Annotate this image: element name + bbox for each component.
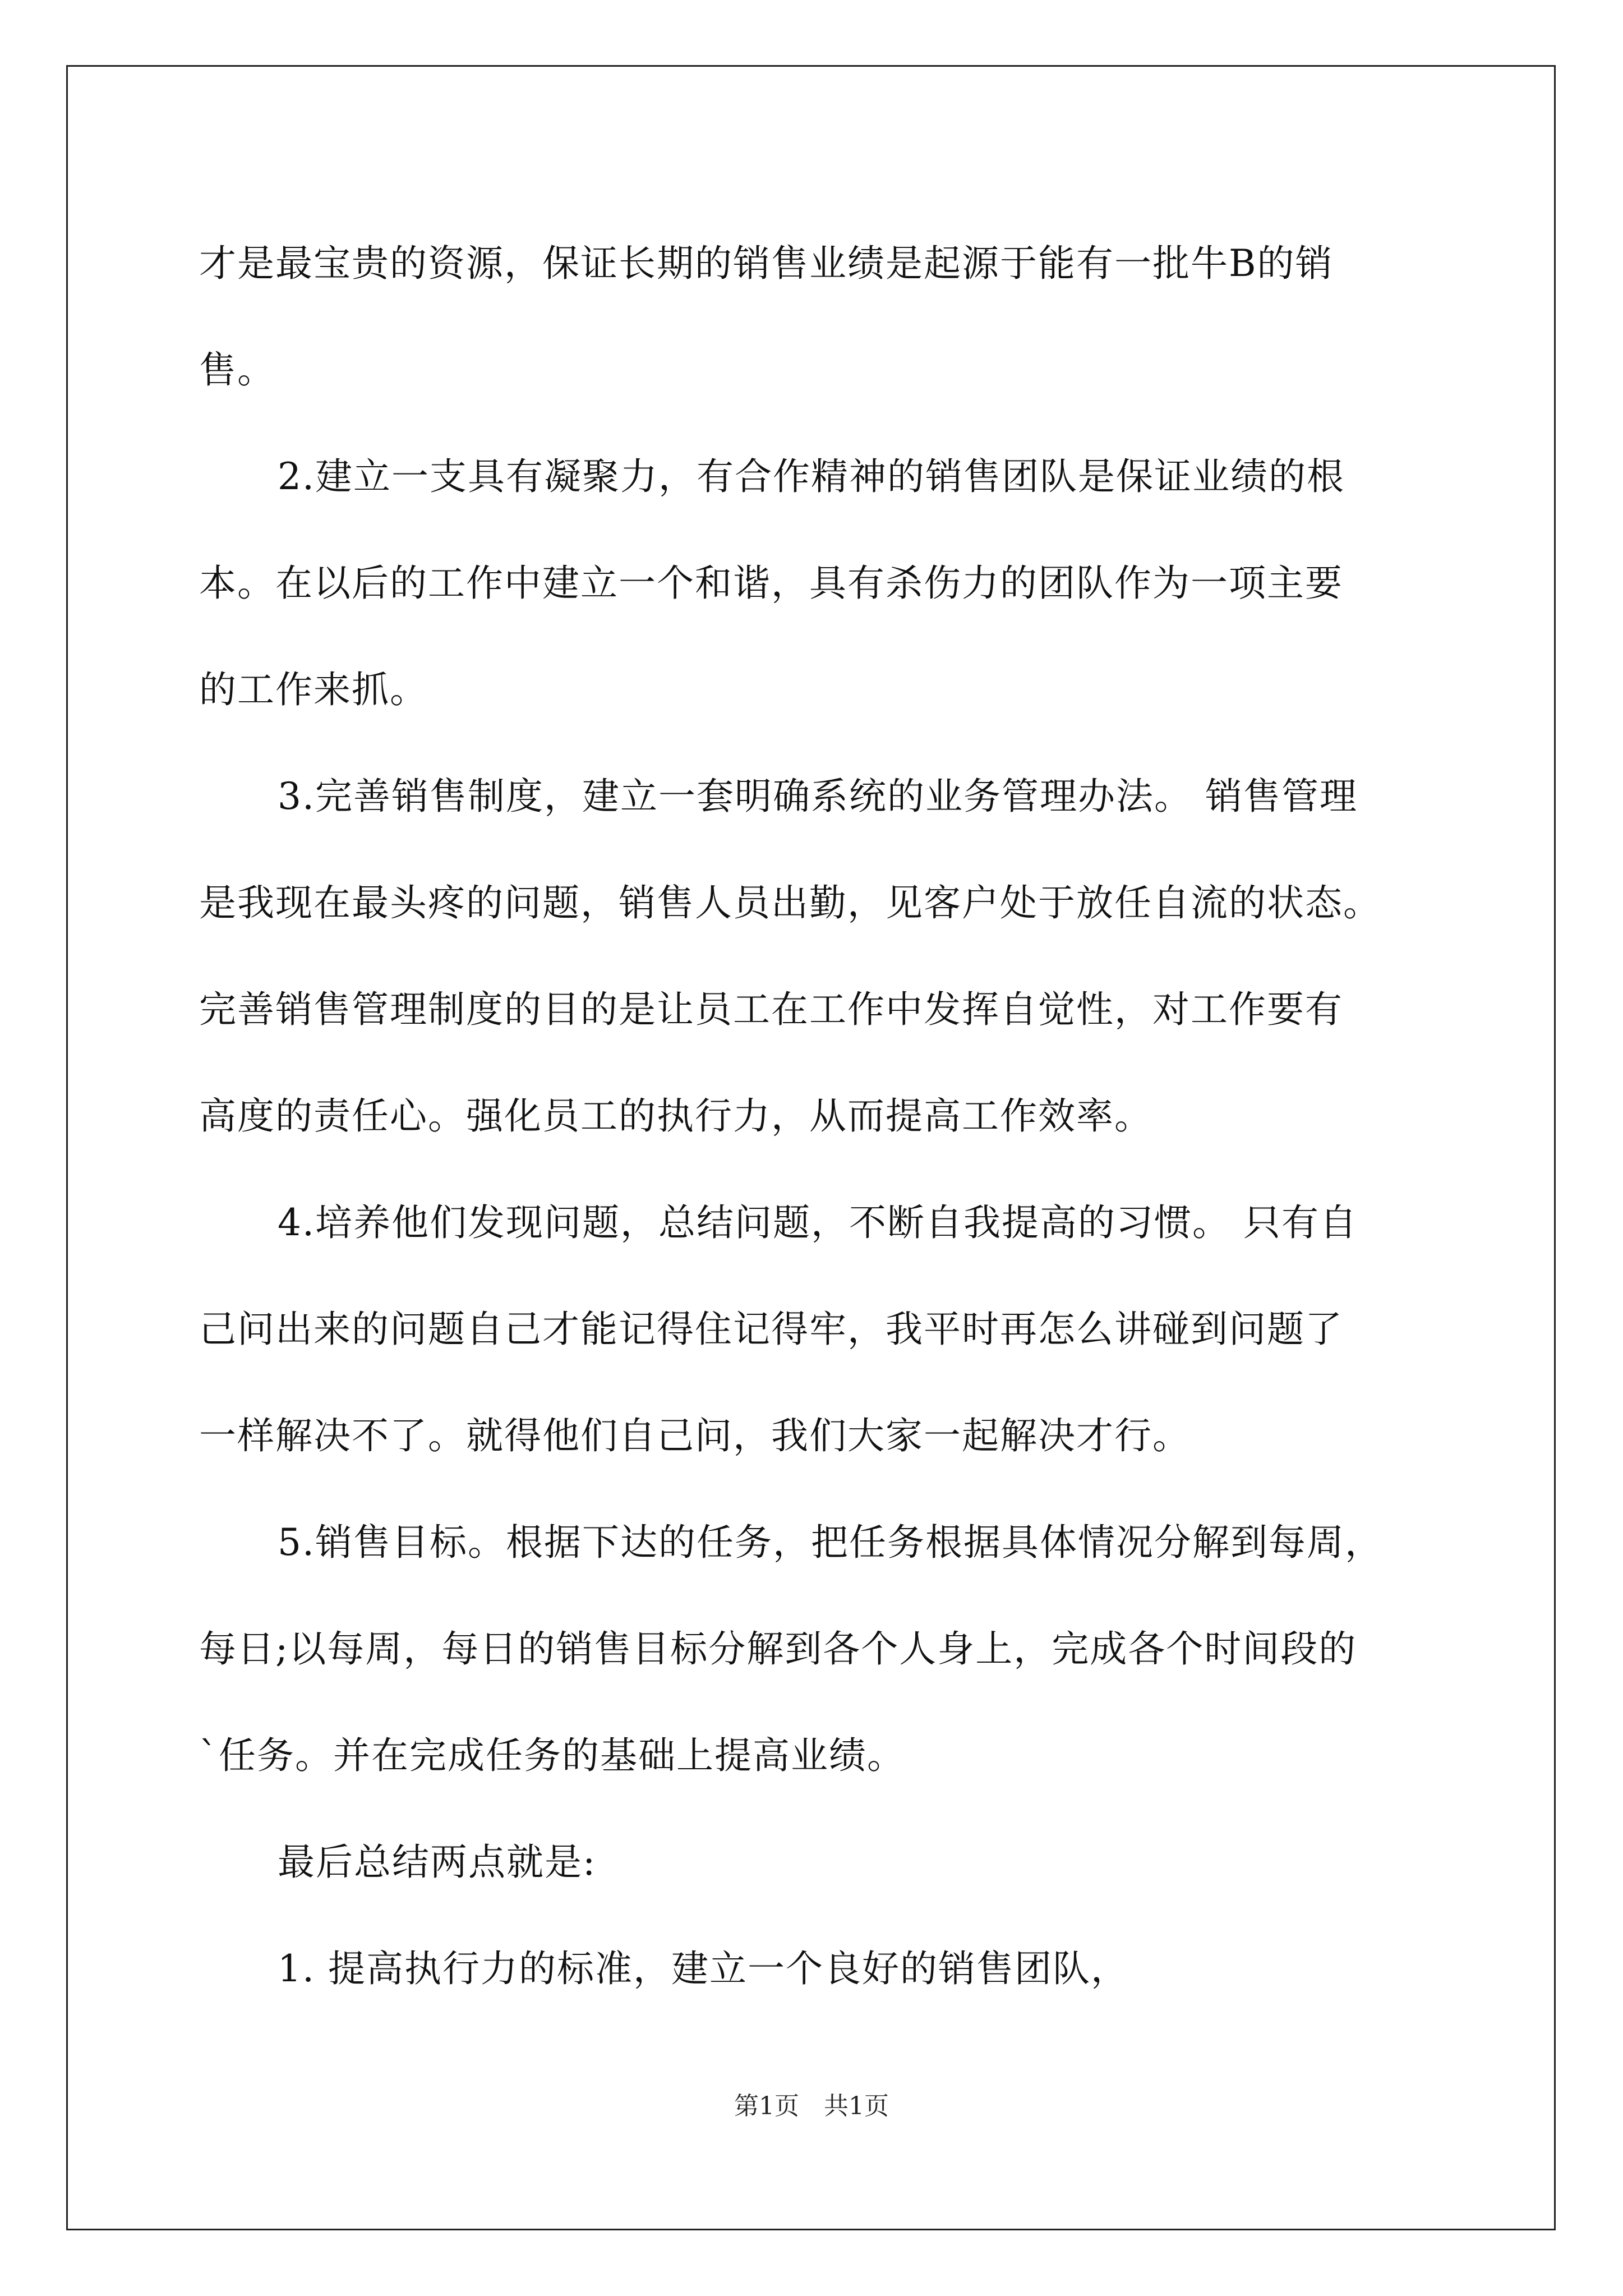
summary-heading: 最后总结两点就是: <box>278 1841 597 1884</box>
paragraph-start: 4.培养他们发现问题，总结问题，不断自我提高的习惯。 只有自 <box>278 1201 1358 1244</box>
text-line: 本。在以后的工作中建立一个和谐，具有杀伤力的团队作为一项主要 <box>199 562 1343 605</box>
paragraph-start: 5.销售目标。根据下达的任务，把任务根据具体情况分解到每周， <box>278 1521 1383 1564</box>
text-line: 每日;以每周，每日的销售目标分解到各个人身上，完成各个时间段的 <box>199 1627 1357 1671</box>
page-number-footer: 第1页 共1页 <box>734 2092 889 2120</box>
document-body <box>199 210 1433 2022</box>
text-line: 完善销售管理制度的目的是让员工在工作中发挥自觉性，对工作要有 <box>199 988 1343 1031</box>
text-line: 是我现在最头疼的问题，销售人员出勤，见客户处于放任自流的状态。 <box>199 881 1381 924</box>
text-line: 售。 <box>199 348 275 392</box>
text-line: 一样解决不了。就得他们自己问，我们大家一起解决才行。 <box>199 1414 1191 1457</box>
text-line: 高度的责任心。强化员工的执行力，从而提高工作效率。 <box>199 1094 1152 1138</box>
paragraph-start: 2.建立一支具有凝聚力，有合作精神的销售团队是保证业绩的根 <box>278 455 1345 498</box>
text-line: 才是最宝贵的资源，保证长期的销售业绩是起源于能有一批牛B的销 <box>199 242 1334 285</box>
text-line: 的工作来抓。 <box>199 668 428 711</box>
text-line: `任务。并在完成任务的基础上提高业绩。 <box>199 1734 905 1777</box>
paragraph-start: 3.完善销售制度，建立一套明确系统的业务管理办法。 销售管理 <box>278 775 1358 818</box>
text-line: 己问出来的问题自己才能记得住记得牢，我平时再怎么讲碰到问题了 <box>199 1308 1343 1351</box>
summary-item: 1. 提高执行力的标准，建立一个良好的销售团队， <box>278 1947 1129 1990</box>
